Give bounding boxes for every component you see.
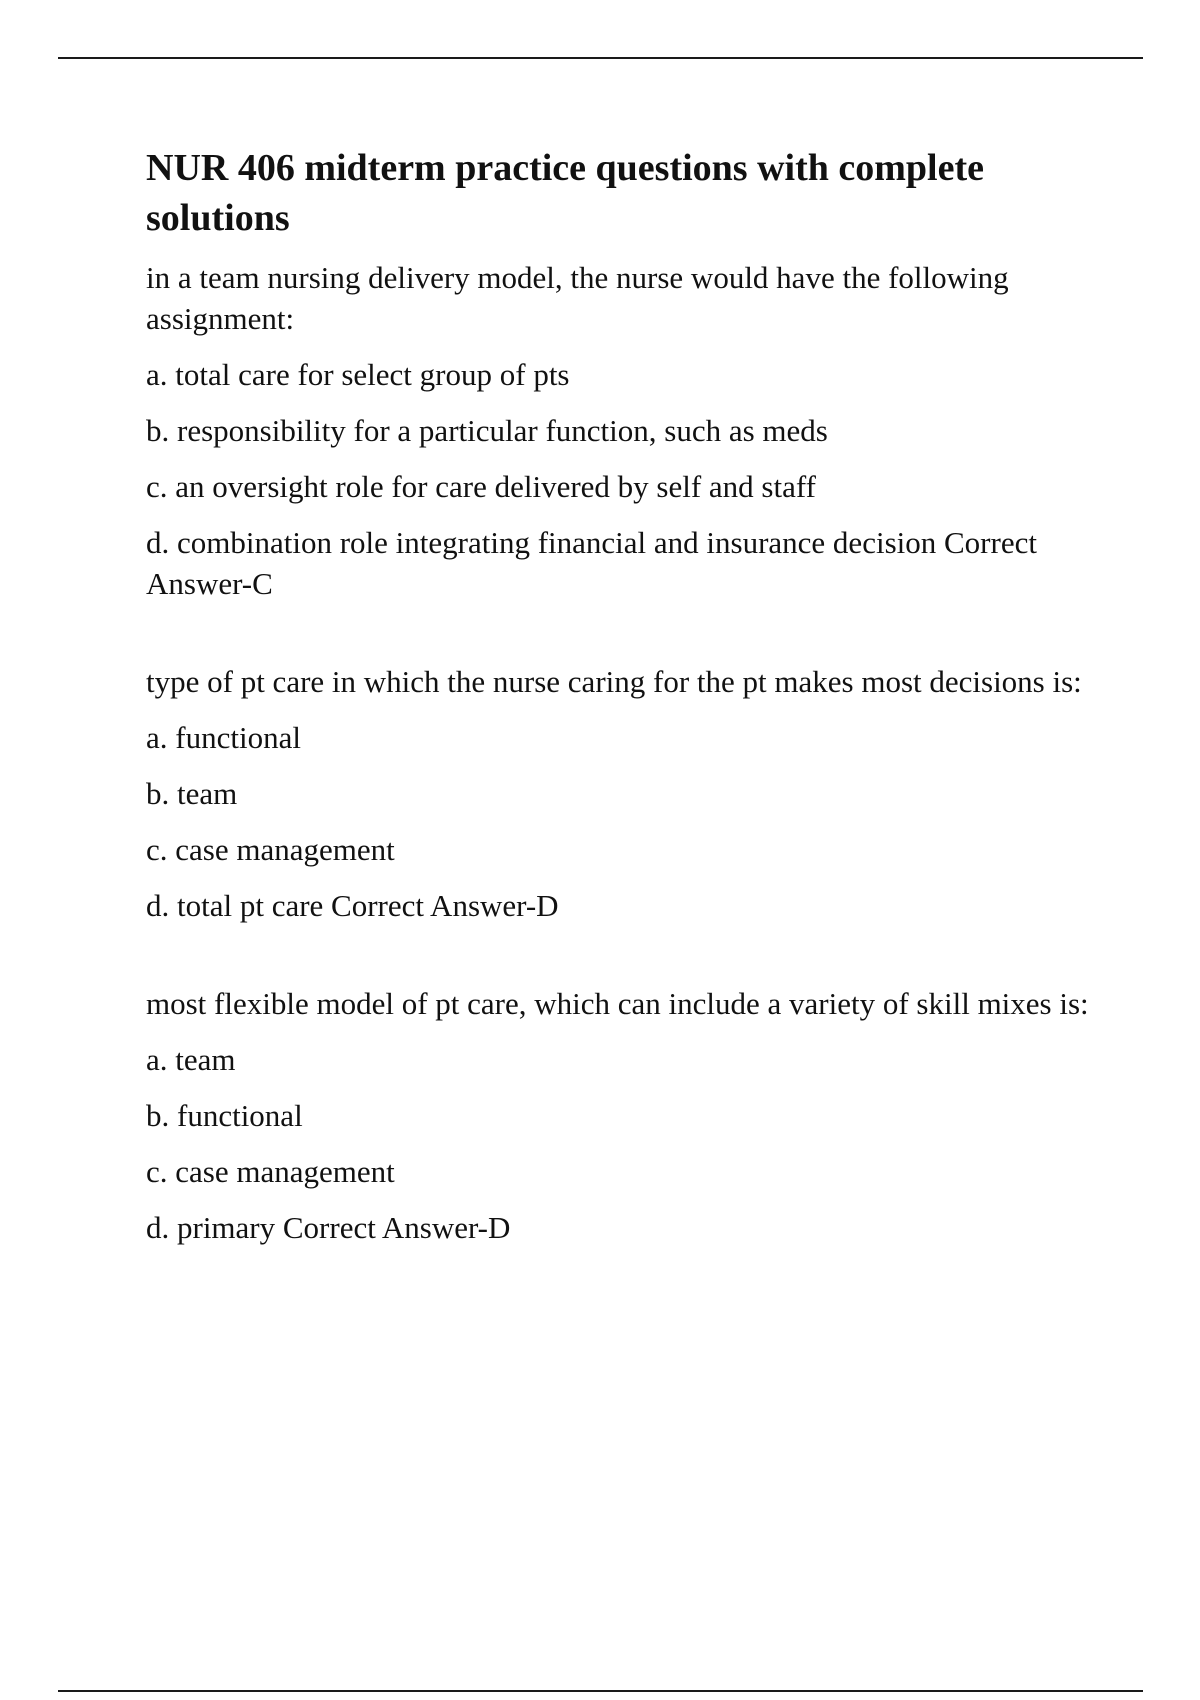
question-block-3 xyxy=(146,983,1096,1248)
question-block-1 xyxy=(146,257,1096,604)
answer-option: c. case management xyxy=(146,1154,395,1189)
answer-option: c. an oversight role for care delivered by self and staff xyxy=(146,469,816,504)
question-prompt: in a team nursing delivery model, the nurse would have the following assignment: xyxy=(146,260,1009,336)
footer-rule xyxy=(58,1690,1143,1692)
question-prompt: type of pt care in which the nurse caring for the pt makes most decisions is: xyxy=(146,664,1082,699)
answer-option: b. team xyxy=(146,776,238,811)
answer-option: b. functional xyxy=(146,1098,303,1133)
question-prompt: most flexible model of pt care, which can include a variety of skill mixes is: xyxy=(146,986,1089,1021)
question-block-2 xyxy=(146,661,1096,926)
answer-option: a. functional xyxy=(146,720,301,755)
answer-option: b. responsibility for a particular function, such as meds xyxy=(146,413,828,448)
document-title: NUR 406 midterm practice questions with complete solutions xyxy=(146,147,984,239)
answer-option: c. case management xyxy=(146,832,395,867)
answer-option: a. total care for select group of pts xyxy=(146,357,570,392)
header-rule xyxy=(58,57,1143,59)
answer-option: d. primary Correct Answer-D xyxy=(146,1210,511,1245)
answer-option: a. team xyxy=(146,1042,236,1077)
document-body xyxy=(146,143,1096,1263)
answer-option: d. total pt care Correct Answer-D xyxy=(146,888,559,923)
answer-option: d. combination role integrating financial and insurance decision Correct Answer-C xyxy=(146,525,1037,601)
